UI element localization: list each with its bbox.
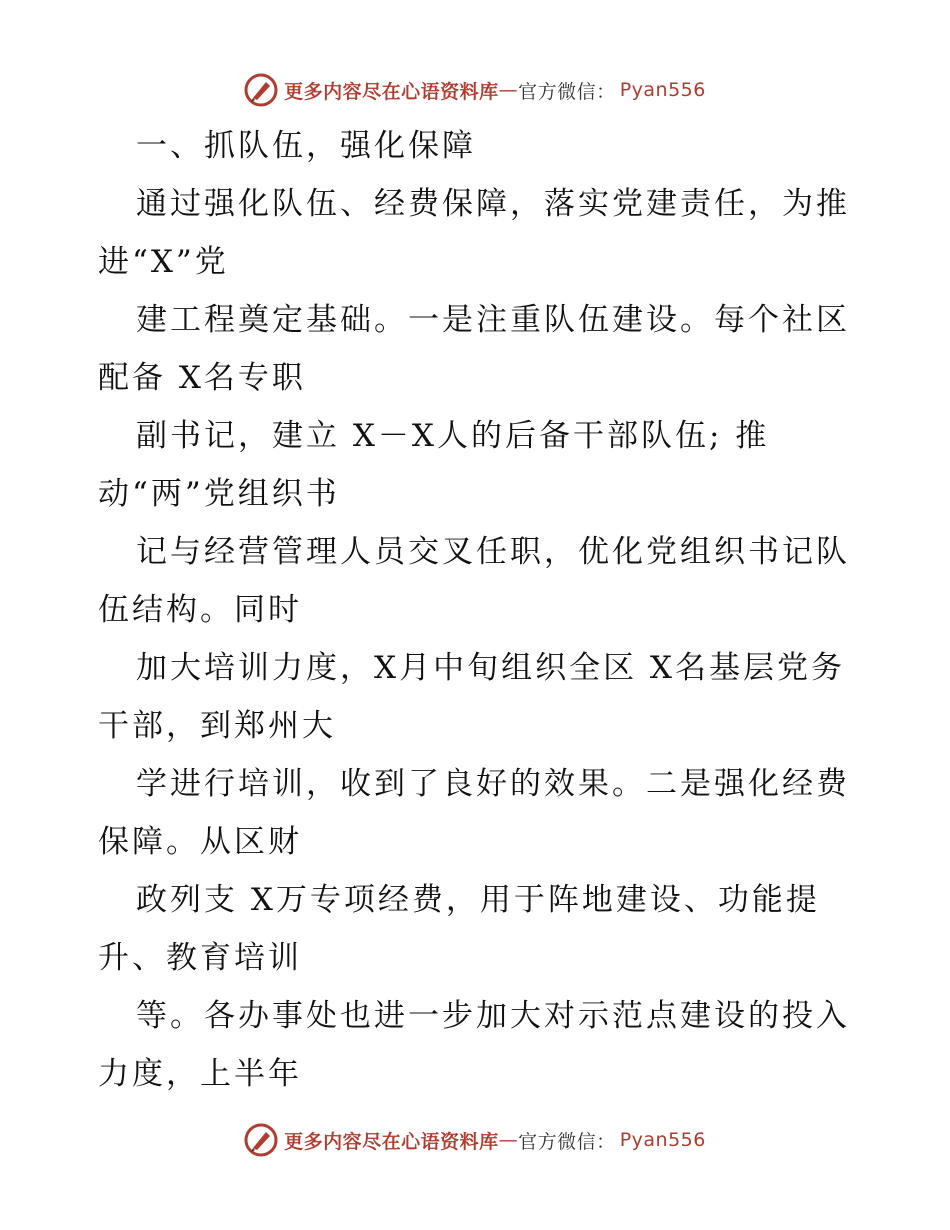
text-line: 记与经营管理人员交叉任职，优化党组织书记队: [136, 534, 850, 570]
text-line: 力度，上半年: [98, 1056, 302, 1092]
text-line: 副书记，建立 X－X人的后备干部队伍; 推: [136, 418, 770, 454]
header-separator: —: [498, 79, 519, 101]
header-wechat-id: Pyan556: [619, 79, 706, 101]
text-line: 保障。从区财: [98, 824, 302, 860]
text-line: 升、教育培训: [98, 940, 302, 976]
text-line: 伍结构。同时: [98, 592, 302, 628]
text-line: 等。各办事处也进一步加大对示范点建设的投入: [136, 998, 850, 1034]
header-main: 更多内容尽在心语资料库: [284, 80, 499, 103]
pen-logo-icon: [244, 73, 278, 107]
header-text: [284, 77, 706, 104]
heading-line: 一、抓队伍，强化保障: [136, 128, 476, 164]
footer-separator: —: [498, 1129, 519, 1151]
text-line: 通过强化队伍、经费保障，落实党建责任，为推: [136, 186, 850, 222]
footer-wechat-id: Pyan556: [619, 1129, 706, 1151]
text-line: 干部，到郑州大: [98, 708, 336, 744]
text-line: 配备 X名专职: [98, 360, 306, 396]
pen-logo-icon: [244, 1123, 278, 1157]
document-body: [98, 117, 858, 1103]
text-line: 学进行培训，收到了良好的效果。二是强化经费: [136, 766, 850, 802]
footer-main: 更多内容尽在心语资料库: [284, 1130, 499, 1153]
footer-label: 官方微信：: [518, 1130, 616, 1153]
text-line: 建工程奠定基础。一是注重队伍建设。每个社区: [136, 302, 850, 338]
text-line: 加大培训力度，X月中旬组织全区 X名基层党务: [136, 650, 845, 686]
text-line: 进“X”党: [98, 244, 229, 280]
header-banner: [0, 70, 950, 110]
text-line: 动“两”党组织书: [98, 476, 340, 512]
header-label: 官方微信：: [518, 80, 616, 103]
footer-text: [284, 1127, 706, 1154]
footer-banner: [0, 1120, 950, 1160]
text-line: 政列支 X万专项经费，用于阵地建设、功能提: [136, 882, 820, 918]
